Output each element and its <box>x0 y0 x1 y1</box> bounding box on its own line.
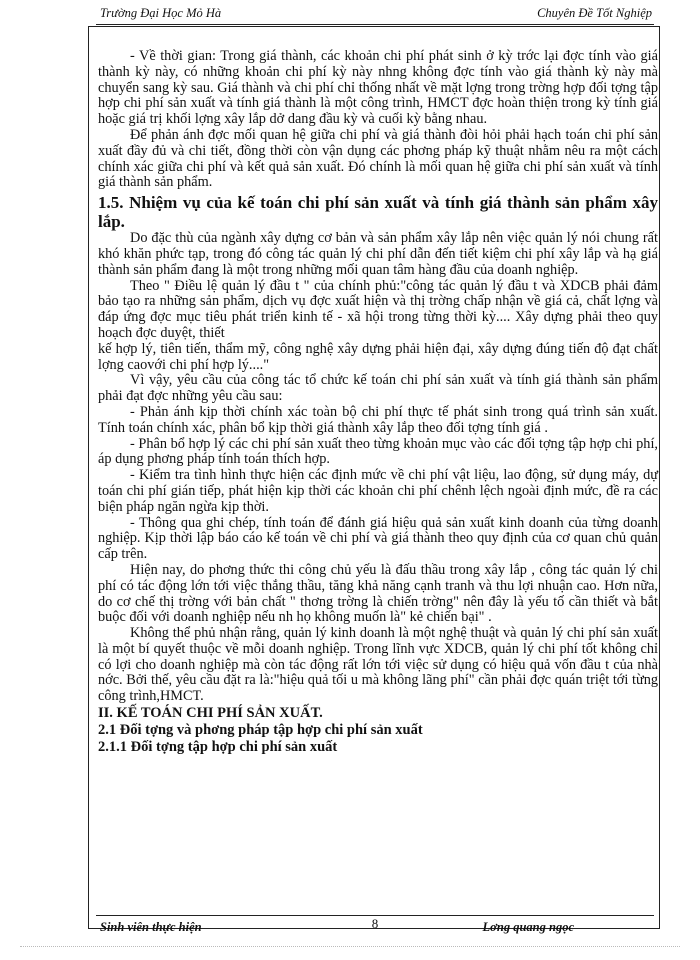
paragraph: Không thể phủ nhận rằng, quản lý kinh doanh là một nghệ thuật và quản lý chi phí sản xuất là một bí quyết thuộc về mỗi doanh nghiệp. Trong lĩnh vực XDCB, quản lý chi phí tốt không chỉ có lợi cho doanh nghiệp mà còn tác động rất lớn tới việc sử dụng có hiệu quả vốn đầu t của nhà nớc. Bởi thế, yêu cầu đặt ra là:"hiệu quả tối u mà không lãng phí" cần phải đợc quán triệt tới từng công trình,HMCT. <box>98 625 658 705</box>
section-heading-2-1-1: 2.1.1 Đối tợng tập hợp chi phí sản xuất <box>98 739 338 756</box>
page-number: 8 <box>371 916 379 931</box>
paragraph: Để phản ánh đợc mối quan hệ giữa chi phí và giá thành đòi hỏi phải hạch toán chi phí sản xuất đầy đủ và chi tiết, đồng thời còn vận dụng các phơng pháp kỹ thuật nhằm nêu ra một cách chính xác giữa chi phí và kết quả sản xuất. Đó chính là mối quan hệ giữa chi phí sản xuất và tính giá thành sản phẩm. <box>98 126 658 191</box>
page-bottom-divider <box>20 946 680 947</box>
paragraph: Hiện nay, do phơng thức thi công chủ yếu là đấu thầu trong xây lắp , công tác quản lý chi phí có tác động lớn tới việc thắng thầu, tăng khả năng cạnh tranh và thu lợi nhuận cao. Hơn nữa, do cơ chế thị trờng với bản chất " thơng trờng là chiến trờng" nên đây là yếu tố cần thiết và bắt buộc đối với doanh nghiệp nếu nh họ không muốn là" kẻ chiến bại" . <box>98 561 658 626</box>
list-item: - Thông qua ghi chép, tính toán để đánh giá hiệu quả sản xuất kinh doanh của từng doanh nghiệp. Kịp thời lập báo cáo kế toán về chi phí và giá thành theo quy định của cơ quan chủ quản cấp trên. <box>98 514 658 563</box>
footer-right: Lơng quang ngọc <box>482 920 574 934</box>
paragraph: Do đặc thù của ngành xây dựng cơ bản và sản phẩm xây lắp nên việc quản lý nói chung rất khó khăn phức tạp, trong đó công tác quản lý chi phí dẫn đến tiết kiệm chi phí xây lắp và hạ giá thành sản phẩm đang là một trong những mối quan tâm hàng đầu của doanh nghiệp. <box>98 230 658 278</box>
section-heading-II: II. KẾ TOÁN CHI PHÍ SẢN XUẤT. <box>98 705 323 722</box>
paragraph: Vì vậy, yêu cầu của công tác tổ chức kế toán chi phí sản xuất và tính giá thành sản phẩm phải đạt đợc những yêu cầu sau: <box>98 372 658 405</box>
paragraph: - Về thời gian: Trong giá thành, các khoản chi phí phát sinh ở kỳ trớc lại đợc tính vào giá thành kỳ này, có những khoản chi phí kỳ này nhng không đợc tính vào giá thành kỳ này mà chuyển sang kỳ sau. Giá thành và chi phí chỉ thống nhất về mặt lợng trong trờng hợp đối tợng tập hợp chi phí sản xuất và tính giá thành là một công trình, HMCT đợc hoàn thiện trong kỳ tính giá hoặc giá trị khối lợng xây lắp dở dang đầu kỳ và cuối kỳ bằng nhau. <box>98 48 658 128</box>
list-item: - Phản ánh kịp thời chính xác toàn bộ chi phí thực tế phát sinh trong quá trình sản xuất. Tính toán chính xác, phân bổ kịp thời giá thành xây lắp theo đối tợng tính giá . <box>98 403 658 436</box>
section-heading-1-5: 1.5. Nhiệm vụ của kế toán chi phí sản xuất và tính giá thành sản phẩm xây lắp. <box>98 193 658 232</box>
document-body <box>98 49 658 756</box>
paragraph: Theo " Điều lệ quản lý đầu t " của chính phủ:"công tác quản lý đầu t và XDCB phải đảm bảo tạo ra những sản phẩm, dịch vụ đợc xuất hiện và thị trờng chấp nhận về giá cả, chất lợng và đáp ứng đợc mục tiêu phát triển kinh tế - xã hội trong từng thời kỳ.... Xây dựng phải theo quy hoạch đợc duyệt, thiết <box>98 277 658 341</box>
section-heading-2-1: 2.1 Đối tợng và phơng pháp tập hợp chi phí sản xuất <box>98 722 423 739</box>
list-item: - Phân bổ hợp lý các chi phí sản xuất theo từng khoản mục vào các đối tợng tập hợp chi phí, áp dụng phơng pháp tính toán thích hợp. <box>98 435 658 468</box>
header-left: Trường Đại Học Mỏ Hà <box>100 6 222 20</box>
footer-left: Sinh viên thực hiện <box>100 920 202 934</box>
paragraph: kế hợp lý, tiên tiến, thẩm mỹ, công nghệ xây dựng phải hiện đại, xây dựng đúng tiến độ đạt chất lợng caovới chi phí hợp lý...." <box>98 340 658 373</box>
list-item: - Kiểm tra tình hình thực hiện các định mức về chi phí vật liệu, lao động, sử dụng máy, dự toán chi phí gián tiếp, phát hiện kịp thời các khoản chi phí chênh lệch ngoài định mức, đề ra các biện pháp ngăn ngừa kịp thời. <box>98 467 658 515</box>
header-right: Chuyên Đề Tốt Nghiệp <box>537 6 652 20</box>
page-header <box>96 6 654 25</box>
page-footer <box>96 915 654 936</box>
